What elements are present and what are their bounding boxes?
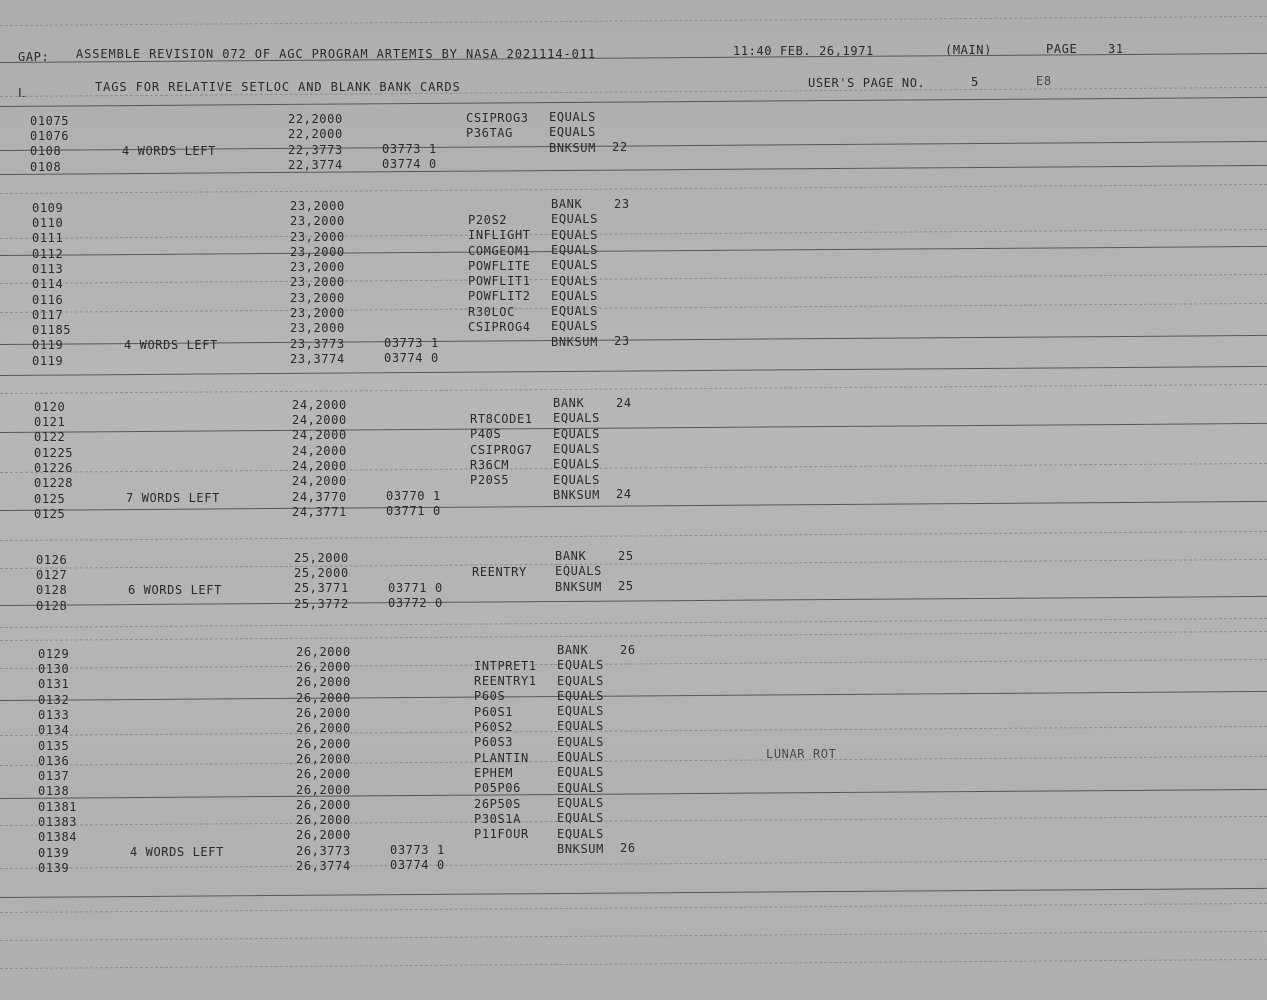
cell-tag: 0116	[32, 292, 64, 307]
users-page-number: 5	[971, 75, 979, 89]
cell-tag: 0127	[36, 568, 68, 583]
ruled-line-dashed	[0, 229, 1267, 239]
cell-sym: P20S2	[468, 212, 508, 227]
ruled-line-dashed	[0, 859, 1267, 869]
cell-sym: P36TAG	[466, 125, 513, 140]
cell-tag: 0117	[32, 307, 64, 322]
cell-loc: 26,2000	[296, 736, 351, 751]
cell-sym: R36CM	[470, 457, 510, 472]
cell-op: EQUALS	[557, 795, 604, 810]
subtitle: TAGS FOR RELATIVE SETLOC AND BLANK BANK CARDS	[95, 80, 461, 94]
ruled-line-dashed	[0, 959, 1267, 969]
cell-op: EQUALS	[557, 658, 604, 673]
ruled-line-dashed	[0, 723, 1267, 738]
ruled-line-dashed	[0, 303, 1267, 313]
cell-loc: 23,2000	[290, 214, 345, 229]
cell-loc: 26,3774	[296, 859, 351, 874]
cell-tag: 0138	[38, 784, 70, 799]
cell-sym: P60S1	[474, 704, 514, 719]
cell-op: BANK	[551, 197, 583, 212]
cell-arg: 26	[620, 642, 636, 657]
cell-loc: 23,2000	[290, 321, 345, 336]
cell-op: EQUALS	[551, 227, 598, 242]
cell-sym: 26P50S	[474, 796, 521, 811]
ruled-line-solid	[0, 688, 1267, 704]
cell-tag: 0129	[38, 646, 70, 661]
ruled-line-dashed	[0, 531, 1267, 541]
cell-loc: 22,2000	[288, 111, 343, 126]
cell-tag: 0130	[38, 662, 70, 677]
cell-op: EQUALS	[553, 441, 600, 456]
cell-loc: 26,2000	[296, 813, 351, 828]
cell-tag: 0122	[34, 430, 66, 445]
cell-tag: 01075	[30, 113, 70, 128]
cell-tag: 0113	[32, 261, 64, 276]
cell-op: EQUALS	[553, 426, 600, 441]
cell-loc: 23,2000	[290, 306, 345, 320]
cell-op: EQUALS	[549, 125, 596, 140]
cell-addr: 03770 1	[386, 489, 441, 504]
cell-sym: P60S	[474, 689, 506, 704]
cell-sym: POWFLIT1	[468, 274, 531, 289]
cell-sym: P60S2	[474, 720, 514, 735]
cell-op: EQUALS	[557, 826, 604, 841]
cell-sym: P60S3	[474, 735, 514, 750]
cell-tag: 0119	[32, 353, 64, 368]
cell-tag: 0131	[38, 677, 70, 692]
cell-loc: 24,3770	[292, 489, 347, 504]
cell-op: EQUALS	[551, 304, 598, 319]
cell-tag: 0133	[38, 707, 70, 722]
cell-note: 7 WORDS LEFT	[126, 490, 220, 505]
cell-op: EQUALS	[551, 273, 598, 288]
ruled-line-dashed	[0, 659, 1267, 669]
cell-loc: 26,2000	[296, 706, 351, 721]
cell-op: EQUALS	[551, 242, 598, 257]
cell-arg: 24	[616, 487, 632, 502]
cell-tag: 0135	[38, 738, 70, 753]
cell-loc: 23,2000	[290, 290, 345, 305]
ruled-line-solid	[0, 366, 1267, 376]
cell-note: 4 WORDS LEFT	[130, 844, 224, 859]
cell-op: BANK	[557, 642, 589, 657]
ruled-line-dashed	[0, 631, 1267, 641]
cell-arg: 25	[618, 548, 634, 563]
annotation-lunar-rot: LUNAR ROT	[766, 747, 837, 761]
cell-tag: 0112	[32, 246, 64, 261]
cell-addr: 03773 1	[390, 843, 445, 858]
cell-arg: 23	[614, 196, 630, 211]
cell-loc: 22,3774	[288, 157, 343, 172]
cell-tag: 0125	[34, 491, 66, 506]
cell-addr: 03773 1	[384, 335, 439, 350]
cell-arg: 23	[614, 334, 630, 349]
cell-sym: P40S	[470, 427, 502, 442]
cell-loc: 25,3771	[294, 581, 349, 596]
ruled-line-solid	[0, 789, 1267, 799]
line-l-label: L	[18, 86, 26, 100]
users-page-label: USER'S PAGE NO.	[808, 76, 926, 90]
cell-sym: PLANTIN	[474, 750, 529, 765]
cell-tag: 0128	[36, 583, 68, 598]
cell-op: BNKSUM	[551, 334, 598, 349]
cell-sym: REENTRY1	[474, 674, 537, 689]
ruled-line-solid	[0, 165, 1267, 175]
cell-loc: 23,2000	[290, 244, 345, 259]
cell-loc: 26,2000	[296, 767, 351, 782]
cell-tag: 01381	[38, 799, 78, 814]
cell-sym: INTPRET1	[474, 658, 537, 673]
gap-label: GAP:	[18, 50, 50, 64]
cell-note: 6 WORDS LEFT	[128, 582, 222, 597]
cell-addr: 03771 0	[388, 580, 443, 595]
cell-op: BNKSUM	[555, 579, 602, 594]
ruled-line-dashed	[0, 184, 1267, 194]
cell-op: BNKSUM	[557, 841, 604, 856]
cell-loc: 26,2000	[296, 797, 351, 812]
cell-op: EQUALS	[555, 564, 602, 579]
ruled-line-solid	[0, 423, 1267, 433]
cell-sym: P30S1A	[474, 811, 521, 826]
users-page-suffix: E8	[1036, 74, 1052, 88]
cell-loc: 23,2000	[290, 229, 345, 244]
cell-tag: 01225	[34, 445, 74, 460]
cell-loc: 25,3772	[294, 596, 349, 611]
cell-loc: 22,3773	[288, 142, 343, 157]
cell-op: BANK	[553, 396, 585, 411]
cell-tag: 0120	[34, 399, 66, 414]
cell-loc: 26,2000	[296, 828, 351, 843]
cell-tag: 0132	[38, 692, 70, 707]
cell-loc: 26,2000	[296, 675, 351, 690]
cell-tag: 0128	[36, 598, 68, 613]
cell-sym: CSIPROG7	[470, 442, 533, 457]
cell-op: EQUALS	[557, 811, 604, 826]
cell-sym: COMGEOM1	[468, 243, 531, 258]
cell-tag: 0125	[34, 506, 66, 521]
cell-tag: 0109	[32, 200, 64, 215]
cell-sym: RT8CODE1	[470, 411, 533, 426]
cell-loc: 26,2000	[296, 644, 351, 659]
cell-tag: 0114	[32, 277, 64, 292]
cell-loc: 26,2000	[296, 782, 351, 797]
ruled-line-solid	[0, 888, 1267, 898]
assemble-title: ASSEMBLE REVISION 072 OF AGC PROGRAM ARTEMIS BY NASA 2021114-011	[76, 47, 596, 61]
cell-tag: 01226	[34, 460, 74, 475]
cell-tag: 01076	[30, 129, 70, 144]
cell-op: EQUALS	[551, 258, 598, 273]
cell-loc: 24,2000	[292, 413, 347, 428]
cell-tag: 0134	[38, 723, 70, 738]
cell-tag: 0119	[32, 338, 64, 353]
ruled-line-dashed	[0, 618, 1267, 628]
cell-addr: 03774 0	[382, 157, 437, 172]
cell-tag: 01185	[32, 323, 72, 338]
cell-sym: REENTRY	[472, 564, 527, 579]
ruled-line-dashed	[0, 903, 1267, 913]
cell-arg: 22	[612, 140, 628, 155]
cell-op: BANK	[555, 549, 587, 563]
cell-tag: 0121	[34, 415, 66, 430]
cell-loc: 23,3773	[290, 336, 345, 351]
page-number: 31	[1108, 42, 1124, 56]
ruled-line-dashed	[0, 384, 1267, 394]
cell-tag: 0108	[30, 144, 62, 159]
cell-op: EQUALS	[551, 319, 598, 334]
cell-loc: 26,3773	[296, 843, 351, 858]
cell-sym: EPHEM	[474, 765, 514, 780]
cell-addr: 03774 0	[390, 858, 445, 873]
cell-op: EQUALS	[557, 719, 604, 734]
cell-op: EQUALS	[557, 750, 604, 765]
cell-op: BNKSUM	[549, 140, 596, 155]
cell-arg: 25	[618, 579, 634, 594]
cell-tag: 01228	[34, 476, 74, 491]
cell-op: EQUALS	[553, 411, 600, 426]
ruled-line-dashed	[0, 460, 1267, 475]
cell-sym: INFLIGHT	[468, 228, 531, 243]
cell-op: EQUALS	[551, 288, 598, 303]
ruled-line-dashed	[0, 813, 1267, 828]
cell-sym: CSIPROG4	[468, 320, 531, 335]
ruled-line-solid	[0, 596, 1267, 606]
ruled-line-dashed	[0, 931, 1267, 941]
cell-arg: 26	[620, 841, 636, 856]
cell-loc: 24,2000	[292, 428, 347, 443]
cell-tag: 0136	[38, 753, 70, 768]
cell-op: EQUALS	[557, 704, 604, 719]
cell-tag: 0111	[32, 231, 64, 246]
cell-loc: 26,2000	[296, 751, 351, 766]
cell-loc: 23,2000	[290, 275, 345, 290]
cell-loc: 24,2000	[292, 474, 347, 489]
cell-sym: P05P06	[474, 781, 521, 796]
cell-addr: 03773 1	[382, 141, 437, 156]
cell-note: 4 WORDS LEFT	[124, 337, 218, 352]
ruled-line-solid	[0, 97, 1267, 107]
cell-tag: 0126	[36, 552, 68, 567]
cell-loc: 23,2000	[290, 260, 345, 275]
cell-op: BNKSUM	[553, 487, 600, 502]
cell-loc: 26,2000	[296, 721, 351, 736]
cell-loc: 22,2000	[288, 127, 343, 142]
cell-sym: P11FOUR	[474, 827, 529, 842]
cell-loc: 26,2000	[296, 690, 351, 705]
cell-op: EQUALS	[557, 780, 604, 795]
cell-op: EQUALS	[553, 457, 600, 472]
page-label: PAGE	[1046, 42, 1078, 56]
cell-op: EQUALS	[551, 212, 598, 227]
cell-loc: 23,3774	[290, 351, 345, 366]
cell-tag: 0139	[38, 845, 70, 860]
cell-loc: 25,2000	[294, 566, 349, 581]
cell-tag: 0110	[32, 216, 64, 231]
cell-op: EQUALS	[557, 673, 604, 688]
print-time: 11:40 FEB. 26,1971	[733, 44, 874, 58]
cell-addr: 03774 0	[384, 351, 439, 366]
cell-tag: 0108	[30, 159, 62, 174]
cell-sym: P20S5	[470, 473, 510, 488]
cell-loc: 24,2000	[292, 397, 347, 412]
cell-arg: 24	[616, 395, 632, 410]
cell-note: 4 WORDS LEFT	[122, 143, 216, 158]
main-label: (MAIN)	[945, 43, 992, 57]
cell-sym: POWFLIT2	[468, 289, 531, 304]
cell-loc: 24,2000	[292, 443, 347, 458]
cell-addr: 03772 0	[388, 596, 443, 611]
cell-tag: 0139	[38, 860, 70, 875]
cell-tag: 01383	[38, 815, 78, 830]
ruled-line-dashed	[0, 274, 1267, 284]
cell-loc: 25,2000	[294, 550, 349, 565]
cell-addr: 03771 0	[386, 504, 441, 519]
cell-op: EQUALS	[557, 765, 604, 780]
cell-loc: 24,2000	[292, 459, 347, 474]
cell-op: EQUALS	[553, 472, 600, 487]
cell-loc: 24,3771	[292, 504, 347, 519]
ruled-line-dashed	[0, 16, 1267, 26]
cell-tag: 0137	[38, 769, 70, 784]
cell-sym: CSIPROG3	[466, 110, 529, 125]
ruled-line-solid	[0, 242, 1267, 258]
cell-loc: 23,2000	[290, 198, 345, 213]
cell-op: EQUALS	[557, 688, 604, 703]
cell-op: EQUALS	[557, 734, 604, 749]
cell-sym: POWFLITE	[468, 258, 531, 273]
cell-loc: 26,2000	[296, 660, 351, 675]
cell-tag: 01384	[38, 830, 78, 845]
cell-sym: R30LOC	[468, 304, 515, 319]
cell-op: EQUALS	[549, 110, 596, 125]
